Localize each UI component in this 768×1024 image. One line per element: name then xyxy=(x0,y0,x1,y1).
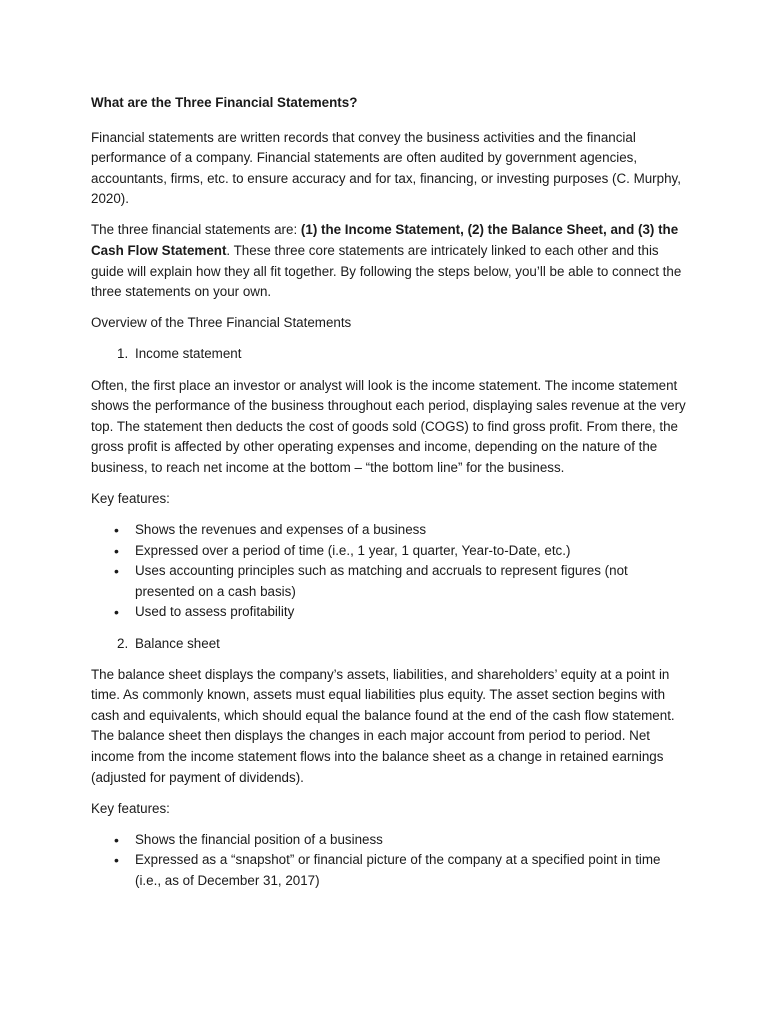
income-features-list xyxy=(91,520,687,623)
income-section-number: 1. xyxy=(117,346,129,362)
income-body-paragraph: Often, the first place an investor or analyst will look is the income statement. The income statement shows the performance of the business throughout each period, displaying sales revenue at the very top. The statement then deducts the cost of goods sold (COGS) to find gross profit. From there, the gross profit is affected by other operating expenses and income, depending on the nature of the business, to reach net income at the bottom – “the bottom line” for the business. xyxy=(91,377,686,475)
three-statements-paragraph xyxy=(91,220,687,302)
balance-features-list xyxy=(91,830,687,892)
three-statements-bold: (1) the Income Statement, (2) the Balance Sheet, and (3) the Cash Flow Statement xyxy=(91,222,679,259)
three-statements-rest: . These three core statements are intricately linked to each other and this guide will explain how they all fit together. By following the steps below, you’ll be able to connect the three statements on your own. xyxy=(91,243,682,300)
three-statements-lead: The three financial statements are: xyxy=(91,222,301,238)
list-item: • Uses accounting principles such as matching and accruals to represent figures (not presented on a cash basis) xyxy=(91,561,687,602)
balance-key-features-label: Key features: xyxy=(91,800,170,816)
income-key-features-label: Key features: xyxy=(91,491,170,506)
overview-heading: Overview of the Three Financial Statements xyxy=(91,315,352,331)
income-section-heading xyxy=(91,344,687,365)
list-item: • Shows the financial position of a business xyxy=(91,830,687,851)
list-item: • Expressed over a period of time (i.e., 1 year, 1 quarter, Year-to-Date, etc.) xyxy=(91,541,687,562)
list-item: • Expressed as a “snapshot” or financial picture of the company at a specified point in time (i.e., as of December 31, 2017) xyxy=(91,850,687,891)
list-item: • Used to assess profitability xyxy=(91,602,687,623)
balance-section-number: 2. xyxy=(117,635,129,651)
balance-section-title: Balance sheet xyxy=(135,635,220,651)
document-title: What are the Three Financial Statements? xyxy=(91,95,358,110)
balance-section-list xyxy=(91,634,687,655)
intro-paragraph: Financial statements are written records that convey the business activities and the financial performance of a company. Financial statements are often audited by government agencies, accountants, firms, etc. to ensure accuracy and for tax, financing, or investing purposes (C. Murphy, 2020). xyxy=(91,129,681,207)
income-section-title: Income statement xyxy=(135,346,242,362)
balance-body-paragraph: The balance sheet displays the company’s assets, liabilities, and shareholders’ equity at a point in time. As commonly known, assets must equal liabilities plus equity. The asset section begins with cash and equivalents, which should equal the balance found at the end of the cash flow statement. The balance sheet then displays the changes in each major account from period to period. Net income from the income statement flows into the balance sheet as a change in retained earnings (adjusted for payment of dividends). xyxy=(91,666,675,785)
balance-section-heading xyxy=(91,634,687,655)
document-page xyxy=(91,93,687,902)
income-section-list xyxy=(91,344,687,365)
list-item: • Shows the revenues and expenses of a business xyxy=(91,520,687,541)
